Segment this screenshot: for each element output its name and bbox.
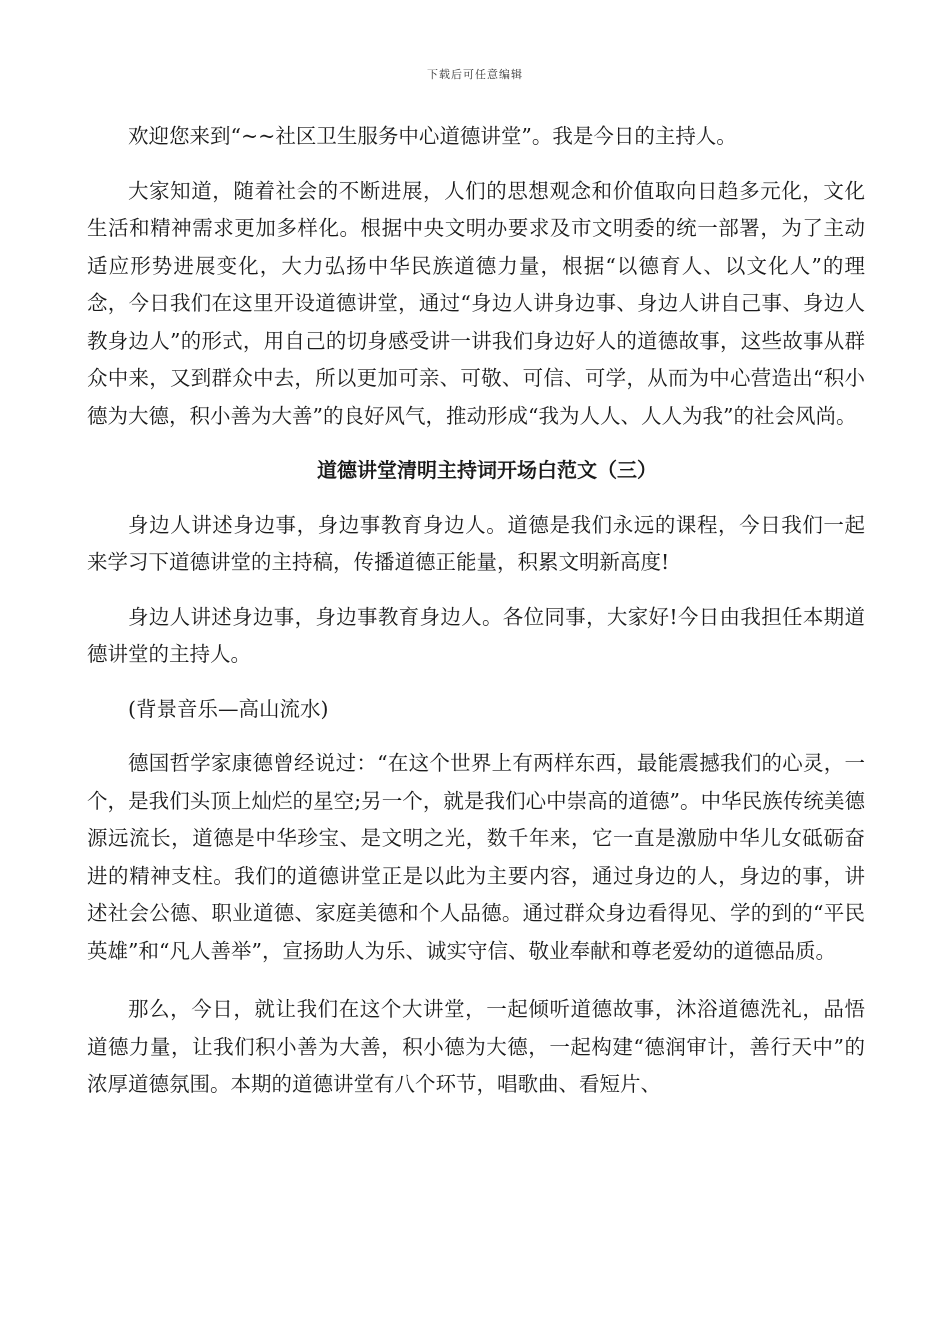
section-title: 道德讲堂清明主持词开场白范文（三） bbox=[317, 458, 657, 482]
section-paragraph-1: 身边人讲述身边事，身边事教育身边人。道德是我们永远的课程，今日我们一起来学习下道德讲堂的主持稿，传播道德正能量，积累文明新高度! bbox=[87, 512, 865, 574]
intro-paragraph-1: 欢迎您来到“~~社区卫生服务中心道德讲堂”。我是今日的主持人。 bbox=[128, 124, 737, 148]
section-paragraph-3: (背景音乐—高山流水) bbox=[128, 696, 329, 721]
document-body bbox=[87, 118, 865, 1104]
header-note: 下载后可任意编辑 bbox=[427, 68, 523, 81]
section-paragraph-2: 身边人讲述身边事，身边事教育身边人。各位同事，大家好!今日由我担任本期道德讲堂的主持人。 bbox=[87, 604, 865, 666]
intro-paragraph-2: 大家知道，随着社会的不断进展，人们的思想观念和价值取向日趋多元化，文化生活和精神需求更加多样化。根据中央文明办要求及市文明委的统一部署，为了主动适应形势进展变化，大力弘扬中华民族道德力量，根据“以德育人、以文化人”的理念，今日我们在这里开设道德讲堂，通过“身边人讲身边事、身边人讲自己事、身边人教身边人”的形式，用自己的切身感受讲一讲我们身边好人的道德故事，这些故事从群众中来，又到群众中去，所以更加可亲、可敬、可信、可学，从而为中心营造出“积小德为大德，积小善为大善”的良好风气，推动形成“我为人人、人人为我”的社会风尚。 bbox=[87, 178, 865, 428]
section-paragraph-5: 那么，今日，就让我们在这个大讲堂，一起倾听道德故事，沐浴道德洗礼，品悟道德力量，让我们积小善为大善，积小德为大德，一起构建“德润审计，善行天中”的浓厚道德氛围。本期的道德讲堂有八个环节，唱歌曲、看短片、 bbox=[87, 997, 865, 1096]
section-paragraph-4: 德国哲学家康德曾经说过：“在这个世界上有两样东西，最能震撼我们的心灵，一个，是我们头顶上灿烂的星空;另一个，就是我们心中崇高的道德”。中华民族传统美德源远流长，道德是中华珍宝、是文明之光，数千年来，它一直是激励中华儿女砥砺奋进的精神支柱。我们的道德讲堂正是以此为主要内容，通过身边的人，身边的事，讲述社会公德、职业道德、家庭美德和个人品德。通过群众身边看得见、学的到的“平民英雄”和“凡人善举”，宣扬助人为乐、诚实守信、敬业奉献和尊老爱幼的道德品质。 bbox=[87, 751, 865, 963]
